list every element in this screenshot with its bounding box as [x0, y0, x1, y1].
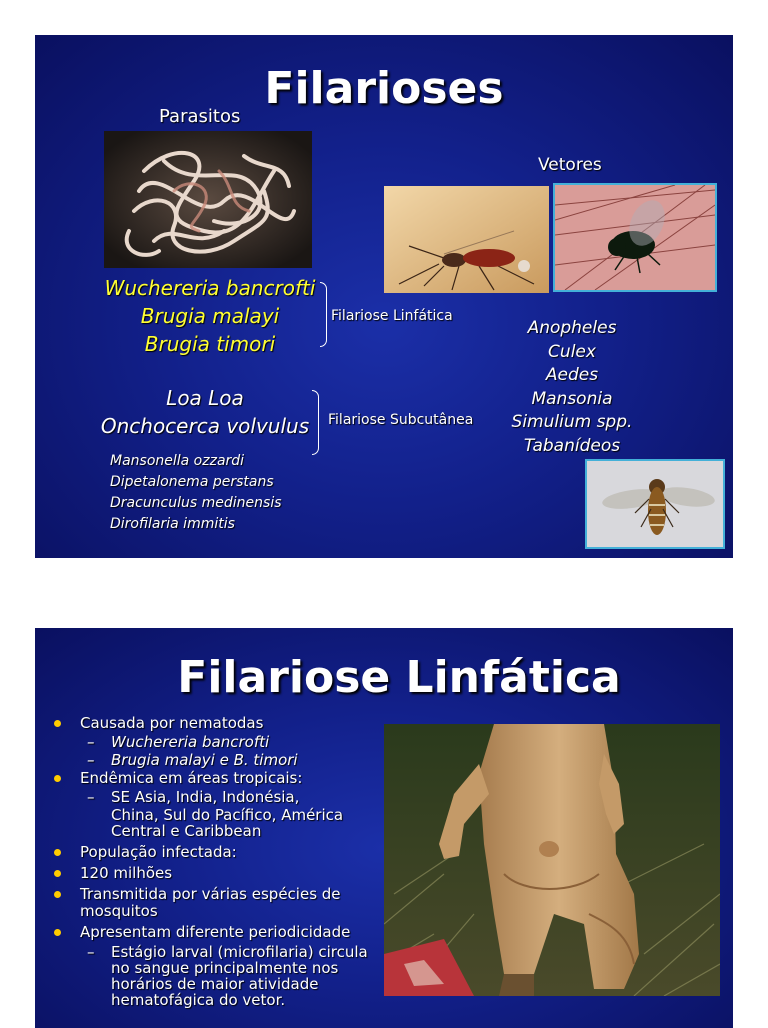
parasite-mansonella: Mansonella ozzardi [110, 453, 245, 469]
lymphatic-parasite-list [90, 274, 330, 358]
sub-bullet-item: – Brugia malayi e B. timori [87, 751, 298, 769]
bullet-dot [54, 870, 61, 877]
parasite-brugia-timori: Brugia timori [144, 332, 276, 356]
vectors-heading: Vetores [538, 155, 602, 175]
bullet-dot [54, 720, 61, 727]
vector-anopheles: Anopheles [527, 318, 617, 338]
lymphatic-label: Filariose Linfática [331, 308, 453, 324]
vector-tabanideos: Tabanídeos [523, 435, 621, 456]
subcutaneous-brace [312, 390, 319, 455]
parasite-onchocerca: Onchocerca volvulus [100, 414, 310, 438]
bullet-list [35, 714, 385, 1008]
slide-filariose-linfatica [35, 628, 733, 1028]
sub-bullet-continuation: hematofágica do vetor. [111, 991, 286, 1009]
bullet-dot [54, 929, 61, 936]
parasite-dirofilaria: Dirofilaria immitis [110, 516, 235, 532]
bullet-item: 120 milhões [35, 864, 385, 883]
sub-bullet-item: – Wuchereria bancrofti [87, 733, 270, 751]
bullet-item: Causada por nematodas [35, 714, 385, 733]
parasite-dipetalonema: Dipetalonema perstans [110, 474, 274, 490]
bullet-dot [54, 891, 61, 898]
vector-simulium: Simulium spp. [511, 412, 633, 432]
slide-title: Filarioses [264, 63, 504, 114]
sub-bullet-item: – Estágio larval (microfilaria) circula [87, 943, 368, 961]
bullet-item: População infectada: [35, 843, 385, 862]
vector-mansonia: Mansonia [531, 388, 613, 409]
worms-photo [104, 131, 312, 268]
bullet-item: Transmitida por várias espécies de [35, 885, 385, 904]
parasites-heading: Parasitos [159, 106, 241, 127]
parasite-loa-loa: Loa Loa [166, 386, 244, 410]
blackfly-photo [553, 183, 717, 292]
vector-aedes: Aedes [545, 365, 599, 385]
parasite-wuchereria: Wuchereria bancrofti [104, 276, 316, 300]
sub-bullet-continuation: horários de maior atividade [111, 975, 319, 993]
mosquito-photo [384, 186, 549, 293]
sub-bullet-continuation: no sangue principalmente nos [111, 959, 339, 977]
vector-list [497, 317, 647, 458]
sub-bullet-continuation: China, Sul do Pacífico, América [111, 806, 344, 824]
bullet-dot [54, 775, 61, 782]
slide-title: Filariose Linfática [177, 652, 621, 703]
lymphatic-brace [320, 282, 327, 347]
subcutaneous-parasite-list [90, 384, 320, 440]
parasite-brugia-malayi: Brugia malayi [140, 304, 280, 328]
bullet-dot [54, 849, 61, 856]
bullet-item: Endêmica em áreas tropicais: [35, 769, 385, 788]
bullet-item: Apresentam diferente periodicidade [35, 923, 385, 942]
sub-bullet-item: – SE Asia, India, Indonésia, [87, 788, 300, 806]
horsefly-photo [585, 459, 725, 549]
other-parasite-list [110, 451, 282, 535]
sub-bullet-continuation: Central e Caribbean [111, 822, 262, 840]
parasite-dracunculus: Dracunculus medinensis [110, 495, 282, 511]
subcutaneous-label: Filariose Subcutânea [328, 412, 474, 428]
vector-culex: Culex [548, 341, 596, 362]
bullet-continuation: mosquitos [80, 902, 158, 920]
patient-photo [384, 724, 720, 996]
slide-filarioses [35, 35, 733, 558]
